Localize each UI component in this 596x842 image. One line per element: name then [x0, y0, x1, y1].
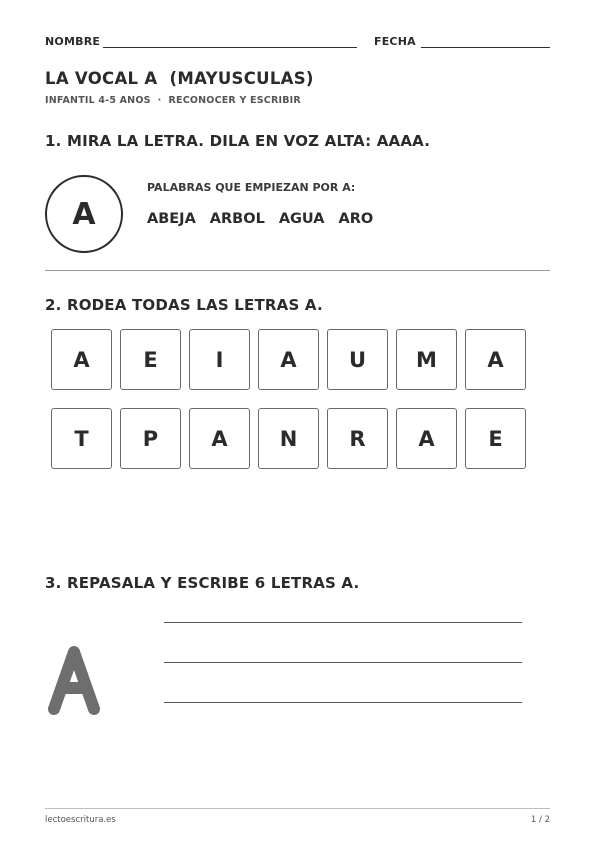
footer-page-number: 1 / 2 [530, 815, 550, 825]
name-label: NOMBRE [45, 35, 101, 48]
letter-tile[interactable] [51, 408, 112, 469]
page-subtitle: INFANTIL 4-5 ANOS · RECONOCER Y ESCRIBIR [45, 95, 301, 106]
tile-letter: A [280, 347, 297, 372]
section-1-heading: 1. MIRA LA LETRA. DILA EN VOZ ALTA: AAAA. [45, 132, 431, 150]
tile-letter: N [279, 426, 298, 451]
letter-tile[interactable] [120, 408, 181, 469]
tile-letter: P [142, 426, 159, 451]
letter-row-1 [51, 329, 526, 390]
date-field[interactable] [421, 47, 550, 48]
word-item: ARO [338, 211, 374, 227]
section-3-heading: 3. REPASALA Y ESCRIBE 6 LETRAS A. [45, 574, 360, 592]
word-item: ARBOL [209, 211, 265, 227]
footer-divider [45, 808, 550, 809]
date-label: FECHA [374, 35, 416, 48]
letter-tile[interactable] [396, 329, 457, 390]
footer-site: lectoescritura.es [45, 815, 116, 825]
letter-tile[interactable] [465, 329, 526, 390]
tile-letter: E [488, 426, 503, 451]
letter-tile[interactable] [465, 408, 526, 469]
tile-letter: T [74, 426, 89, 451]
writing-line[interactable] [164, 662, 522, 663]
writing-line[interactable] [164, 702, 522, 703]
letter-tile[interactable] [396, 408, 457, 469]
tile-letter: A [73, 347, 90, 372]
letter-tile[interactable] [258, 408, 319, 469]
letter-tile[interactable] [189, 329, 250, 390]
page-title: LA VOCAL A (MAYUSCULAS) [45, 69, 314, 88]
tile-letter: A [487, 347, 504, 372]
letter-tile[interactable] [120, 329, 181, 390]
tile-letter: E [143, 347, 158, 372]
section-2-heading: 2. RODEA TODAS LAS LETRAS A. [45, 296, 323, 314]
tile-letter: U [348, 347, 367, 372]
name-field[interactable] [103, 47, 357, 48]
letter-tile[interactable] [189, 408, 250, 469]
featured-letter: A [72, 196, 96, 232]
trace-letter-a [48, 643, 100, 715]
word-item: ABEJA [147, 211, 196, 227]
word-list [147, 211, 373, 227]
letter-tile[interactable] [327, 329, 388, 390]
letter-row-2 [51, 408, 526, 469]
tile-letter: R [349, 426, 366, 451]
letter-tile[interactable] [51, 329, 112, 390]
letter-circle [45, 175, 123, 253]
letter-tile[interactable] [327, 408, 388, 469]
tile-letter: A [418, 426, 435, 451]
words-label: PALABRAS QUE EMPIEZAN POR A: [147, 181, 356, 194]
letter-tile[interactable] [258, 329, 319, 390]
tile-letter: I [215, 347, 224, 372]
tile-letter: M [416, 347, 437, 372]
word-item: AGUA [278, 211, 325, 227]
tile-letter: A [211, 426, 228, 451]
writing-line[interactable] [164, 622, 522, 623]
section-divider [45, 270, 550, 271]
